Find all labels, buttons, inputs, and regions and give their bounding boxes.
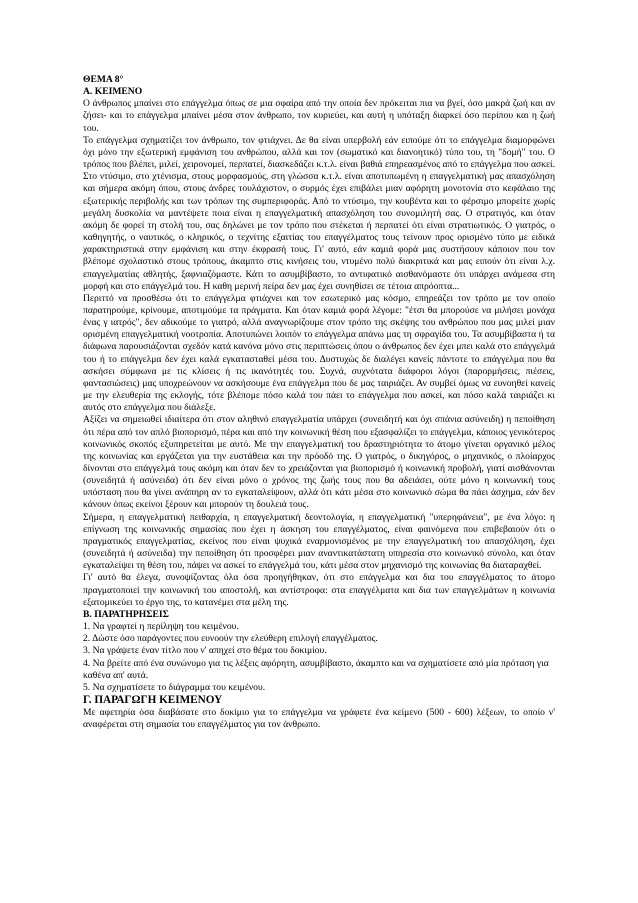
question-item: 1. Να γραφτεί η περίληψη του κειμένου. xyxy=(83,621,239,633)
text-paragraph: Ο άνθρωπος μπαίνει στο επάγγελμα όπως σε μια σφαίρα από την οποία δεν πρόκειται πια να βγεί, όσο μακρά ζωή και αν ζήσει- και το επάγγελμα μπαίνει μέσα στον άνθρωπο, τον κυριεύει, και αυτή η υπόταξη διαρκεί όσο περίπου και η ζωή του. xyxy=(83,98,555,134)
text-paragraph: Αξίζει να σημειωθεί ιδιαίτερα ότι στον αληθινό επαγγελματία υπάρχει (συνειδητή και όχι σπάνια ασύνειδη) η πεποίθηση ότι πέρα από τον απλό βιοπορισμό, πέρα και από την κοινωνική θέση που εξασφαλίζει το επάγγελμα, κάποιος γενικότερος κοινωνικός σκοπός εξυπηρετείται με αυτό. Με την επαγγελματική του δραστηριότητα το άτομο γίνεται οργανικό μέλος της κοινωνίας και εργάζεται για την ευστάθεια και την πρόοδό της. Ο γιατρός, ο δικηγόρος, ο μηχανικός, ο πλοίαρχος δίνονται στο επάγγελμά τους ακόμη και όταν δεν το χρειάζονται για βιοπορισμό ή κοινωνική προβολή, γιατί αισθάνονται (συνειδητά ή ασύνειδα) ότι δεν είναι μόνο ο χρόνος της ζωής τους που θα αδειάσει, ούτε μόνο η κοινωνική τους υπόσταση που θα γίνει ανάπηρη αν το εγκαταλείψουν, αλλά ότι κάτι μέσα στο κοινωνικό σώμα θα πάει άσχημα, εάν δεν κάνουν όπως εκείνοι ξέρουν και μπορούν τη δουλειά τους. xyxy=(83,414,555,511)
text-paragraph: Το επάγγελμα σχηματίζει τον άνθρωπο, τον φτιάχνει. Δε θα είναι υπερβολή εάν ειπούμε ότι το επάγγελμα διαμορφώνει όχι μόνο την εξωτερική εμφάνιση του ανθρώπου, αλλά και τον (σωματικό και διανοητικό) τύπο του, τη "δομή" του. Ο τρόπος που βλέπει, μιλεί, χειρονομεί, περπατεί, διασκεδάζει κ.τ.λ. είναι βαθιά επηρεασμένος από το επάγγελμα που ασκεί. Στο ντύσιμο, στο χτένισμα, στους μορφασμούς, στη γλώσσα κ.τ.λ. είναι αποτυπωμένη η επαγγελματική μας απασχόληση και σήμερα ακόμη όπου, στους άνδρες τουλάχιστον, ο συρμός έχει επιβάλει μιαν αφόρητη μονοτονία στο κεφάλαιο της εξωτερικής περιβολής και των τρόπων της συμπεριφοράς. Από το ντύσιμο, την κουβέντα και το φέρσιμο μπορείτε χωρίς μεγάλη δυσκολία να μαντέψετε ποια είναι η επαγγελματική απασχόληση του συνομιλητή σας. Ο στρατιγός, και όταν ακόμη δε φορεί τη στολή του, σας δηλώνει με τον τρόπο που στέκεται ή περπατεί ότι είναι στρατιωτικός. Ο γιατρός, ο καθηγητής, ο ναυτικός, ο κληρικός, ο τεχνίτης εξαιτίας του επαγγέλματος τους τείνουν προς ορισμένο τύπο με ειδικά χαρακτηριστικά στην εμφάνιση και στην έκφρασή τους. Γι' αυτό, εάν καμιά φορά μας συστήσουν κάποιον που τον βλέπομε σχολαστικό στους τρόπους, άκαμπτο στις κινήσεις του, ντυμένο πολύ διακριτικά και μας ειπούν ότι είναι λ.χ. επαγγελματίας αθλητής, ξαφνιαζόμαστε. Κάτι το ασυμβίβαστο, το αντιφατικό αισθανόμαστε ότι υπάρχει ανάμεσα στη μορφή και στο επάγγελμά του. Η καθη μερινή πείρα δεν μας έχει συνηθίσει σε τέτοια απρόοπτα... xyxy=(83,134,555,292)
question-item: 2. Δώστε όσο παράγοντες που ευνοούν την ελεύθερη επιλογή επαγγέλματος. xyxy=(83,633,378,645)
text-paragraph: Σήμερα, η επαγγελματική πειθαρχία, η επαγγελματική δεοντολογία, η επαγγελματική "υπερηφάνεια", με ένα λόγο: η επίγνωση της κοινωνικής σημασίας που έχει η άσκηση του επαγγέλματος, είναι φαινόμενα που επιβεβαιούν ότι ο πραγματικός επαγγελματίας, εκείνος που είναι ψυχικά εναρμονισμένος με την επαγγελματική του απασχόληση, έχει (συνειδητά ή ασύνειδα) την πεποίθηση ότι προσφέρει μιαν αναντικατάστατη υπηρεσία στο κοινωνικό σύνολο, και όταν εγκαταλείψει τη θέση του, πάψει να ασκεί το επάγγελμά του, κάτι μέσα στον μηχανισμό της κοινωνίας θα διαταραχθεί. xyxy=(83,511,555,572)
question-item: 5. Να σχηματίσετε το διάγραμμα του κειμένου. xyxy=(83,681,266,693)
question-item: 3. Να γράψετε έναν τίτλο που ν' απηχεί στο θέμα του δοκιμίου. xyxy=(83,645,327,657)
exam-title: ΘΕΜΑ 8° xyxy=(83,74,124,85)
section-a-heading: Α. ΚΕΙΜΕΝΟ xyxy=(83,86,143,98)
questions-list xyxy=(83,621,555,694)
question-item: 4. Να βρείτε από ένα συνώνυμο για τις λέξεις αφόρητη, ασυμβίβαστο, άκαμπτο και να σχηματίσετε από μία πρόταση για καθένα απ' αυτά. xyxy=(83,657,549,681)
section-c-heading: Γ. ΠΑΡΑΓΩΓΗ ΚΕΙΜΕΝΟΥ xyxy=(83,693,223,706)
section-b-heading: Β. ΠΑΡΑΤΗΡΗΣΕΙΣ xyxy=(83,608,169,620)
text-paragraph: Γι' αυτό θα έλεγα, συνοψίζοντας όλα όσα προηγήθηκαν, ότι στο επάγγελμα και δια του επαγγέλματος το άτομο πραγματοποιεί την κοινωνική του αποστολή, και αντίστροφα: στα επαγγέλματα και δια των επαγγελμάτων η κοινωνία εξατομικεύει το έργο της, το κατανέμει στα μέλη της. xyxy=(83,572,555,608)
text-paragraph: Περιττό να προσθέσω ότι το επάγγελμα φτιάχνει και τον εσωτερικό μας κόσμο, επηρεάζει τον τρόπο με τον οποίο παρατηρούμε, κρίνουμε, αποτιμούμε τα πράγματα. Και όταν καμιά φορά λέγομε: "έτσι θα μπορούσε να μιλήσει μονάχα ένας γ ιατρός", δεν αδικούμε το γιατρό, αλλά αναγνωρίζουμε στον τρόπο της σκέψης του ανθρώπου που μας μιλεί μιαν ορισμένη επαγγελματική νοοτροπία. Αποτυπώνει λοιπόν το επάγγελμα απάνω μας τη σφραγίδα του. Τα ασυμβίβαστα ή τα διάφωνα παρουσιάζονται σχεδόν κατά κανόνα μόνο στις περιπτώσεις όπου ο άνθρωπος δεν έχει μπει καλά στο επάγγελμά του ή το επάγγελμα δεν έχει καλά εγκατασταθεί μέσα του. Δυστυχώς δε διαλέγει κανείς πάντοτε το επάγγελμα που θα ασκήσει σύμφωνα με τις κλίσεις ή τις ικανότητές του. Συχνά, συχνότατα διάφοροι λόγοι (παρορμήσεις, πιέσεις, φαντασιώσεις) μας υποχρεώνουν να ασκήσουμε ένα επάγγελμα που δε μας ταιριάζει. Αν συμβεί όμως να ευνοηθεί κανείς με την ελευθερία της εκλογής, τότε βλέπομε πόσο καλά του πάει το επάγγελμα που ασκεί, και πόσο καλά ταιριάζει κι αυτός στο επάγγελμα που διάλεξε. xyxy=(83,292,555,414)
section-c-text: Με αφετηρία όσα διαβάσατε στο δοκίμιο για το επάγγελμα να γράφετε ένα κείμενο (500 - 600) λέξεων, το οποίο ν' αναφέρεται στη σημασία του επαγγέλματος για τον άνθρωπο. xyxy=(83,706,555,731)
document-page xyxy=(83,74,555,731)
